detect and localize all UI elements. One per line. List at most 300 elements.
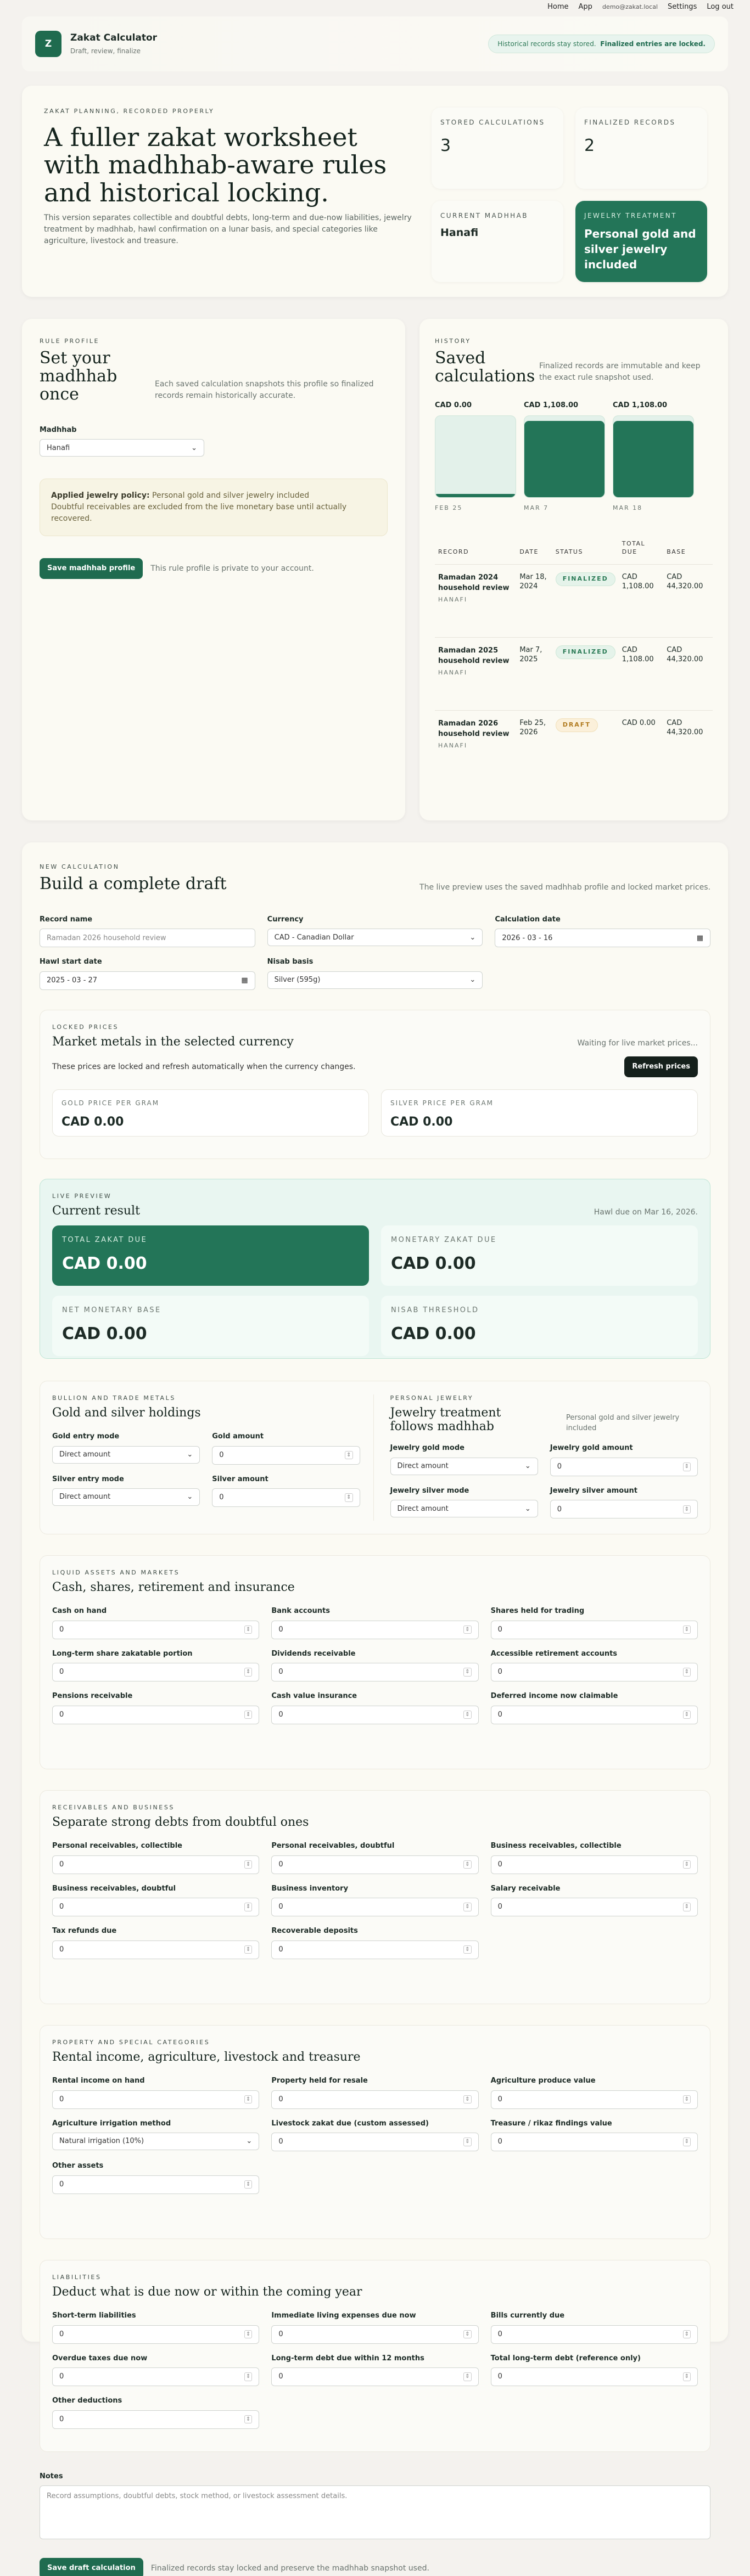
form-field (491, 2354, 698, 2387)
number-input[interactable] (491, 1621, 698, 1639)
stat-label: CURRENT MADHHAB (440, 212, 528, 220)
input-value: 0 (278, 2330, 283, 2338)
field-label: Agriculture produce value (490, 2077, 596, 2085)
metals-card (40, 1381, 710, 1534)
number-input[interactable] (491, 2325, 698, 2344)
form-field (491, 1841, 698, 1874)
logo: Z (35, 31, 61, 57)
stepper-icon[interactable]: ⇕ (463, 2330, 471, 2339)
stepper-icon[interactable]: ⇕ (463, 2138, 471, 2146)
form-field (212, 1432, 360, 1465)
field-label: Salary receivable (490, 1884, 561, 1893)
stepper-icon[interactable]: ⇕ (463, 2372, 471, 2381)
record-name-input[interactable] (40, 929, 255, 947)
form-field (271, 1841, 478, 1874)
form-field (271, 2311, 478, 2344)
number-input[interactable] (491, 1855, 698, 1874)
record-name-label: Record name (40, 915, 93, 924)
number-input[interactable] (491, 2367, 698, 2386)
number-input[interactable] (212, 1488, 360, 1507)
stepper-icon[interactable]: ⇕ (244, 2330, 252, 2339)
bar-track (524, 415, 605, 498)
input-value: 0 (59, 1903, 64, 1911)
note-title: Applied jewelry policy: (51, 491, 150, 500)
form-field (271, 2119, 478, 2152)
record-name: Ramadan 2026 household review (438, 719, 510, 739)
stat-value: Personal gold and silver jewelry included (584, 227, 696, 271)
field-label: Bills currently due (490, 2311, 565, 2320)
number-input[interactable] (491, 1898, 698, 1916)
field-label: Bank accounts (271, 1607, 331, 1616)
field-label: Long-term debt due within 12 months (271, 2354, 424, 2363)
input-value: 0 (497, 1710, 502, 1719)
number-input[interactable] (212, 1446, 360, 1465)
stepper-icon[interactable]: ⇕ (463, 1711, 471, 1719)
history-bar-column (435, 401, 516, 513)
field-label: Short-term liabilities (52, 2311, 136, 2320)
liquid-title: Cash, shares, retirement and insurance (52, 1580, 295, 1594)
total-value: CAD 0.00 (62, 1253, 147, 1273)
form-field (52, 1926, 259, 1959)
profile-title: Set your madhhab once (40, 348, 117, 404)
bullion-fields (52, 1432, 360, 1507)
record-madhhab: HANAFI (438, 595, 468, 603)
form-field (52, 2119, 259, 2152)
field-label: Shares held for trading (490, 1607, 585, 1616)
nisab-threshold-label: NISAB THRESHOLD (391, 1306, 479, 1315)
calc-date-label: Calculation date (495, 915, 561, 924)
form-field (52, 1475, 200, 1508)
field-label: Livestock zakat due (custom assessed) (271, 2119, 429, 2128)
number-input[interactable] (52, 1941, 259, 1959)
currency-select[interactable] (267, 929, 483, 946)
field-label: Total long-term debt (reference only) (490, 2354, 641, 2363)
form-field (212, 1475, 360, 1508)
chevron-down-icon: ⌄ (469, 933, 476, 942)
form-field (52, 2396, 259, 2429)
prices-title: Market metals in the selected currency (52, 1034, 294, 1049)
calc-date-input[interactable] (495, 929, 710, 947)
field-label: Dividends receivable (271, 1649, 356, 1658)
chevron-down-icon: ⌄ (187, 1450, 193, 1459)
number-input[interactable] (52, 1898, 259, 1916)
stat-label: FINALIZED RECORDS (584, 119, 676, 126)
stat-stored (432, 108, 563, 189)
field-label: Personal receivables, collectible (52, 1842, 182, 1851)
field-label: Gold amount (212, 1432, 264, 1441)
notes-textarea[interactable] (40, 2485, 710, 2539)
notes-label: Notes (40, 2472, 63, 2481)
number-input[interactable] (491, 1663, 698, 1681)
pill-text-b: Finalized entries are locked. (600, 40, 706, 48)
col-date: DATE (519, 548, 539, 556)
jewelry-desc: Personal gold and silver jewelry included (566, 1413, 680, 1432)
currency-value: CAD - Canadian Dollar (274, 933, 354, 942)
app-title: Zakat Calculator (70, 32, 158, 44)
note-body-2: Doubtful receivables are excluded from the live monetary base until actually recovered. (51, 503, 347, 524)
number-input[interactable] (271, 2325, 478, 2344)
profile-private-note: This rule profile is private to your account. (150, 564, 314, 573)
field-label: Gold entry mode (52, 1432, 120, 1441)
number-input[interactable] (52, 2090, 259, 2109)
input-value: 0 (497, 1903, 502, 1911)
new-calculation-card (22, 842, 728, 2573)
history-chart (435, 401, 713, 513)
stepper-icon[interactable]: ⇕ (244, 2415, 252, 2424)
input-value: 0 (557, 1505, 562, 1514)
form-field (52, 1649, 259, 1682)
field-label: Personal receivables, doubtful (271, 1842, 395, 1851)
base-value: CAD 0.00 (62, 1324, 147, 1343)
number-input[interactable] (271, 1621, 478, 1639)
hawl-due-text: Hawl due on Mar 16, 2026. (594, 1207, 698, 1217)
field-label: Other assets (52, 2162, 104, 2170)
stat-jewelry (575, 201, 707, 282)
status-badge: DRAFT (556, 718, 598, 732)
select-field[interactable] (390, 1500, 538, 1517)
chevron-down-icon: ⌄ (524, 1462, 531, 1471)
rule-profile-card (22, 319, 405, 820)
form-field (271, 1606, 478, 1639)
history-eyebrow: HISTORY (435, 338, 471, 345)
number-input[interactable] (491, 2090, 698, 2109)
form-field (491, 2311, 698, 2344)
input-value: 0 (278, 2095, 283, 2103)
base-label: NET MONETARY BASE (62, 1306, 161, 1315)
input-value: 0 (497, 2330, 502, 2338)
preview-title: Current result (52, 1203, 140, 1218)
silver-price-label: SILVER PRICE PER GRAM (390, 1099, 494, 1107)
form-field (550, 1443, 698, 1476)
top-nav (0, 0, 750, 14)
jewelry-title: Jewelry treatment follows madhhab (390, 1405, 501, 1434)
stepper-icon[interactable]: ⇕ (244, 1903, 252, 1911)
number-input[interactable] (52, 1706, 259, 1724)
stepper-icon[interactable]: ⇕ (244, 1668, 252, 1677)
form-field (52, 2161, 259, 2194)
total-cell: CAD 1,108.00 (619, 564, 663, 637)
record-madhhab: HANAFI (438, 668, 468, 676)
field-label: Other deductions (52, 2397, 122, 2405)
input-value: 0 (278, 2138, 283, 2146)
liab-eyebrow: LIABILITIES (52, 2273, 102, 2281)
stat-label: STORED CALCULATIONS (440, 119, 545, 126)
madhhab-label: Madhhab (40, 425, 77, 434)
number-input[interactable] (271, 2367, 478, 2386)
stepper-icon[interactable]: ⇕ (463, 2095, 471, 2104)
stepper-icon[interactable]: ⇕ (683, 1505, 691, 1514)
bar-amount-label: CAD 0.00 (435, 401, 472, 409)
liquid-fields (52, 1606, 698, 1724)
stepper-icon[interactable]: ⇕ (244, 2372, 252, 2381)
input-value: 0 (59, 1860, 64, 1869)
property-eyebrow: PROPERTY AND SPECIAL CATEGORIES (52, 2038, 210, 2046)
field-label: Accessible retirement accounts (490, 1649, 618, 1658)
input-value: 0 (278, 1945, 283, 1954)
field-label: Jewelry silver mode (390, 1486, 469, 1495)
stepper-icon[interactable]: ⇕ (345, 1451, 352, 1460)
property-fields (52, 2076, 698, 2194)
select-field[interactable] (390, 1458, 538, 1475)
record-name-placeholder: Ramadan 2026 household review (47, 933, 166, 942)
input-value: 0 (278, 1668, 283, 1677)
number-input[interactable] (52, 1621, 259, 1639)
stepper-icon[interactable]: ⇕ (244, 1626, 252, 1634)
table-row[interactable] (435, 564, 713, 637)
status-cell (552, 564, 619, 637)
madhhab-select[interactable] (40, 439, 204, 457)
preview-eyebrow: LIVE PREVIEW (52, 1192, 112, 1200)
date-cell: Mar 18, 2024 (516, 564, 552, 637)
stepper-icon[interactable]: ⇕ (683, 1463, 691, 1471)
nisab-select[interactable] (267, 971, 483, 989)
field-label: Business inventory (271, 1884, 349, 1893)
number-input[interactable] (271, 1706, 478, 1724)
number-input[interactable] (491, 1706, 698, 1724)
number-input[interactable] (52, 2325, 259, 2344)
nav-logout[interactable]: Log out (707, 3, 734, 12)
calendar-icon: ▦ (241, 976, 248, 985)
input-value: 0 (59, 1710, 64, 1719)
form-field (52, 1606, 259, 1639)
total-zakat-box (52, 1225, 369, 1286)
hero-eyebrow: ZAKAT PLANNING, RECORDED PROPERLY (44, 108, 215, 115)
prices-desc: These prices are locked and refresh automatically when the currency changes. (52, 1062, 356, 1071)
app-header (22, 16, 728, 71)
field-label: Property held for resale (271, 2077, 368, 2085)
bar-date-label: MAR 18 (613, 504, 643, 512)
note-body: Personal gold and silver jewelry included (149, 491, 310, 500)
table-row[interactable] (435, 710, 713, 783)
bar-date-label: MAR 7 (524, 504, 549, 512)
field-label: Business receivables, doubtful (52, 1884, 176, 1893)
history-title: Saved calculations (435, 348, 535, 386)
liquid-eyebrow: LIQUID ASSETS AND MARKETS (52, 1568, 180, 1576)
status-cell (552, 637, 619, 710)
form-field (491, 1649, 698, 1682)
number-input[interactable] (52, 2410, 259, 2429)
status-cell (552, 710, 619, 783)
chevron-down-icon: ⌄ (191, 443, 197, 452)
status-pill (488, 35, 715, 53)
stepper-icon[interactable]: ⇕ (683, 2372, 691, 2381)
form-field (491, 1691, 698, 1724)
form-field (52, 2076, 259, 2109)
stepper-icon[interactable]: ⇕ (683, 2330, 691, 2339)
calc-date-value: 2026 - 03 - 16 (502, 933, 553, 942)
bullion-eyebrow: BULLION AND TRADE METALS (52, 1394, 176, 1402)
stepper-icon[interactable]: ⇕ (244, 1945, 252, 1954)
stepper-icon[interactable]: ⇕ (463, 1626, 471, 1634)
number-input[interactable] (271, 2133, 478, 2151)
form-field (491, 1884, 698, 1917)
record-cell (435, 637, 516, 710)
monetary-value: CAD 0.00 (391, 1253, 476, 1273)
stepper-icon[interactable]: ⇕ (244, 2095, 252, 2104)
madhhab-value: Hanafi (47, 443, 70, 452)
input-value: 0 (497, 2095, 502, 2103)
number-input[interactable] (271, 1898, 478, 1916)
input-value: 0 (59, 2095, 64, 2103)
date-cell: Feb 25, 2026 (516, 710, 552, 783)
stepper-icon[interactable]: ⇕ (463, 1903, 471, 1911)
field-label: Agriculture irrigation method (52, 2119, 171, 2128)
number-input[interactable] (550, 1500, 698, 1518)
history-bar-column (524, 401, 605, 513)
stepper-icon[interactable]: ⇕ (463, 1945, 471, 1954)
stepper-icon[interactable]: ⇕ (463, 1860, 471, 1869)
nav-app[interactable]: App (578, 3, 592, 12)
draft-eyebrow: NEW CALCULATION (40, 863, 120, 870)
bar-date-label: FEB 25 (435, 504, 463, 512)
chevron-down-icon: ⌄ (187, 1493, 193, 1501)
save-madhhab-button[interactable]: Save madhhab profile (40, 558, 143, 579)
stat-value: 3 (440, 136, 451, 155)
hero-card (22, 86, 728, 297)
form-field (271, 1884, 478, 1917)
calendar-icon: ▦ (696, 933, 703, 942)
silver-price-box (381, 1089, 698, 1137)
form-field (491, 2119, 698, 2152)
stepper-icon[interactable]: ⇕ (683, 1903, 691, 1911)
stat-value: 2 (584, 136, 595, 155)
history-bar (435, 494, 516, 497)
stat-finalized (575, 108, 707, 189)
stepper-icon[interactable]: ⇕ (683, 2138, 691, 2146)
number-input[interactable] (271, 1855, 478, 1874)
form-field (491, 1606, 698, 1639)
field-label: Silver entry mode (52, 1475, 124, 1483)
stepper-icon[interactable]: ⇕ (683, 1668, 691, 1677)
save-draft-note: Finalized records stay locked and preserve the madhhab snapshot used. (150, 2564, 429, 2573)
jewelry-fields (390, 1443, 698, 1518)
field-label: Overdue taxes due now (52, 2354, 148, 2363)
date-cell: Mar 7, 2025 (516, 637, 552, 710)
nav-home[interactable]: Home (547, 3, 569, 12)
select-value: Natural irrigation (10%) (59, 2137, 144, 2146)
base-cell: CAD 44,320.00 (663, 710, 713, 783)
stepper-icon[interactable]: ⇕ (244, 2180, 252, 2189)
jewelry-policy-note (40, 479, 388, 536)
input-value: 0 (59, 2415, 64, 2423)
nisab-value: Silver (595g) (274, 976, 321, 985)
save-draft-button[interactable]: Save draft calculation (40, 2558, 143, 2576)
gold-price-value: CAD 0.00 (61, 1115, 124, 1129)
input-value: 0 (278, 1903, 283, 1911)
currency-label: Currency (267, 915, 304, 924)
form-field (52, 2311, 259, 2344)
history-desc: Finalized records are immutable and keep the exact rule snapshot used. (539, 362, 701, 382)
input-value: 0 (497, 2372, 502, 2381)
select-value: Direct amount (397, 1462, 449, 1471)
number-input[interactable] (52, 2367, 259, 2386)
nav-settings[interactable]: Settings (668, 3, 697, 12)
stepper-icon[interactable]: ⇕ (244, 1711, 252, 1719)
chevron-down-icon: ⌄ (246, 2137, 253, 2146)
hawl-date-input[interactable] (40, 971, 255, 990)
number-input[interactable] (271, 1941, 478, 1959)
input-value: 0 (557, 1463, 562, 1471)
form-field (52, 1691, 259, 1724)
input-value: 0 (278, 1860, 283, 1869)
form-field (550, 1486, 698, 1519)
profile-eyebrow: RULE PROFILE (40, 338, 100, 345)
select-field[interactable] (52, 2133, 259, 2150)
select-field[interactable] (52, 1488, 200, 1506)
form-field (52, 1432, 200, 1465)
stepper-icon[interactable]: ⇕ (683, 1626, 691, 1634)
form-field (52, 1884, 259, 1917)
recv-eyebrow: RECEIVABLES AND BUSINESS (52, 1803, 175, 1811)
nisab-threshold-box (381, 1296, 698, 1356)
gold-price-box (52, 1089, 369, 1137)
stat-value: Hanafi (440, 227, 479, 239)
stepper-icon[interactable]: ⇕ (683, 1860, 691, 1869)
base-cell: CAD 44,320.00 (663, 637, 713, 710)
col-status: STATUS (555, 548, 583, 556)
history-bar-column (613, 401, 694, 513)
stepper-icon[interactable]: ⇕ (683, 2095, 691, 2104)
prices-status: Waiting for live market prices... (577, 1038, 698, 1048)
liabilities-card (40, 2260, 710, 2452)
field-label: Business receivables, collectible (490, 1842, 622, 1851)
form-field (271, 1649, 478, 1682)
number-input[interactable] (491, 2133, 698, 2151)
field-label: Pensions receivable (52, 1692, 133, 1701)
live-preview-card (40, 1179, 710, 1359)
liab-fields (52, 2311, 698, 2429)
record-name: Ramadan 2025 household review (438, 646, 510, 666)
select-field[interactable] (52, 1446, 200, 1464)
liab-title: Deduct what is due now or within the coming year (52, 2285, 362, 2299)
refresh-prices-button[interactable]: Refresh prices (624, 1056, 698, 1077)
select-value: Direct amount (59, 1493, 111, 1501)
input-value: 0 (278, 2372, 283, 2381)
input-value: 0 (59, 2330, 64, 2338)
table-row[interactable] (435, 637, 713, 710)
field-label: Deferred income now claimable (490, 1692, 618, 1701)
recv-title: Separate strong debts from doubtful ones (52, 1815, 309, 1829)
monetary-label: MONETARY ZAKAT DUE (391, 1236, 497, 1245)
col-base: BASE (667, 548, 686, 556)
stepper-icon[interactable]: ⇕ (683, 1711, 691, 1719)
number-input[interactable] (52, 2175, 259, 2194)
stepper-icon[interactable]: ⇕ (345, 1493, 352, 1502)
number-input[interactable] (271, 2090, 478, 2109)
history-bar (613, 421, 693, 497)
input-value: 0 (219, 1450, 224, 1459)
number-input[interactable] (52, 1855, 259, 1874)
stepper-icon[interactable]: ⇕ (463, 1668, 471, 1677)
form-field (491, 2076, 698, 2109)
app-subtitle: Draft, review, finalize (70, 47, 141, 55)
field-label: Cash value insurance (271, 1692, 357, 1701)
record-madhhab: HANAFI (438, 741, 468, 749)
prices-eyebrow: LOCKED PRICES (52, 1023, 119, 1031)
field-label: Immediate living expenses due now (271, 2311, 416, 2320)
stepper-icon[interactable]: ⇕ (244, 1860, 252, 1869)
total-label: TOTAL ZAKAT DUE (62, 1236, 148, 1245)
form-field (52, 1841, 259, 1874)
bar-amount-label: CAD 1,108.00 (613, 401, 668, 409)
number-input[interactable] (271, 1663, 478, 1681)
select-value: Direct amount (59, 1450, 111, 1459)
number-input[interactable] (550, 1458, 698, 1476)
status-badge: FINALIZED (556, 572, 615, 586)
notes-placeholder: Record assumptions, doubtful debts, stock method, or livestock assessment details. (47, 2492, 348, 2501)
number-input[interactable] (52, 1663, 259, 1681)
hero-title: A fuller zakat worksheet with madhhab-aware rules and historical locking. (44, 122, 387, 208)
